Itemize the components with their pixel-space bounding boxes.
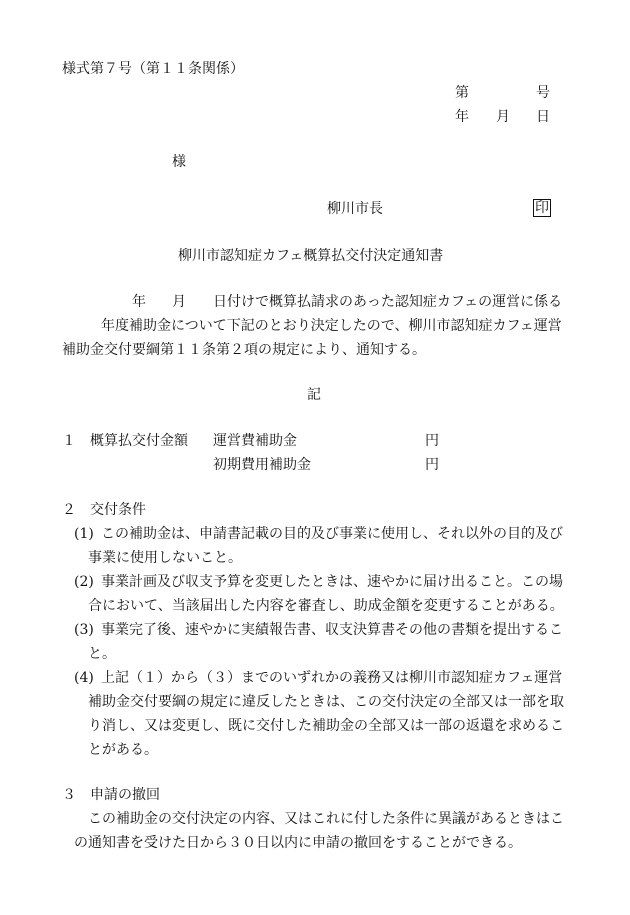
section1-item1-unit: 円 — [425, 433, 439, 449]
condition-4-marker: (4) — [74, 670, 94, 686]
section1-heading: 概算払交付金額 — [90, 433, 188, 449]
condition-1-line1: この補助金は、申請書記載の目的及び事業に使用し、それ以外の目的及び — [101, 526, 563, 542]
seal-text: 印 — [535, 200, 549, 216]
condition-4-line4: とがある。 — [88, 742, 158, 758]
number-dai: 第 — [455, 85, 469, 101]
section3-line2: の通知書を受けた日から３０日以内に申請の撤回をすることができる。 — [74, 835, 522, 851]
intro-line2: 年度補助金について下記のとおり決定したので、柳川市認知症カフェ運営 — [101, 318, 562, 334]
intro-line1: 日付けで概算払請求のあった認知症カフェの運営に係る — [213, 294, 563, 310]
section3-line1: この補助金の交付決定の内容、又はこれに付した条件に異議があるときはこ — [88, 811, 564, 827]
date-month: 月 — [496, 109, 510, 125]
seal-mark — [533, 199, 551, 217]
intro-line3: 補助金交付要綱第１１条第２項の規定により、通知する。 — [62, 342, 426, 358]
section3-heading: 申請の撤回 — [90, 787, 160, 803]
section1-item1-label: 運営費補助金 — [213, 433, 297, 449]
section1-number: １ — [62, 433, 76, 449]
number-go: 号 — [536, 85, 550, 101]
condition-3-line2: と。 — [88, 646, 116, 662]
condition-2-line1: 事業計画及び収支予算を変更したときは、速やかに届け出ること。この場 — [101, 574, 563, 590]
condition-2-marker: (2) — [74, 574, 94, 590]
condition-4-line1: 上記（１）から（３）までのいずれかの義務又は柳川市認知症カフェ運営 — [101, 670, 563, 686]
condition-1-marker: (1) — [74, 526, 94, 542]
intro-month: 月 — [172, 294, 186, 310]
condition-2-line2: 合において、当該届出した内容を審査し、助成金額を変更することがある。 — [88, 598, 564, 614]
document-title: 柳川市認知症カフェ概算払交付決定通知書 — [178, 248, 444, 264]
condition-1-line2: 事業に使用しないこと。 — [88, 550, 242, 566]
section2-heading: 交付条件 — [90, 502, 146, 518]
date-year: 年 — [455, 109, 469, 125]
section1-item2-label: 初期費用補助金 — [213, 457, 311, 473]
addressee-sama: 様 — [172, 154, 186, 170]
section1-item2-unit: 円 — [425, 457, 439, 473]
condition-4-line3: り消し、又は変更し、既に交付した補助金の全部又は一部の返還を求めるこ — [88, 718, 564, 734]
ki-mark: 記 — [307, 387, 321, 403]
condition-3-line1: 事業完了後、速やかに実績報告書、収支決算書その他の書類を提出するこ — [101, 622, 563, 638]
condition-4-line2: 補助金交付要綱の規定に違反したときは、この交付決定の全部又は一部を取 — [88, 694, 564, 710]
issuer-name: 柳川市長 — [327, 201, 383, 217]
condition-3-marker: (3) — [74, 622, 94, 638]
date-day: 日 — [536, 109, 550, 125]
section2-number: ２ — [62, 502, 76, 518]
intro-year: 年 — [132, 294, 146, 310]
section3-number: ３ — [62, 787, 76, 803]
form-label: 様式第７号（第１１条関係） — [62, 61, 244, 77]
